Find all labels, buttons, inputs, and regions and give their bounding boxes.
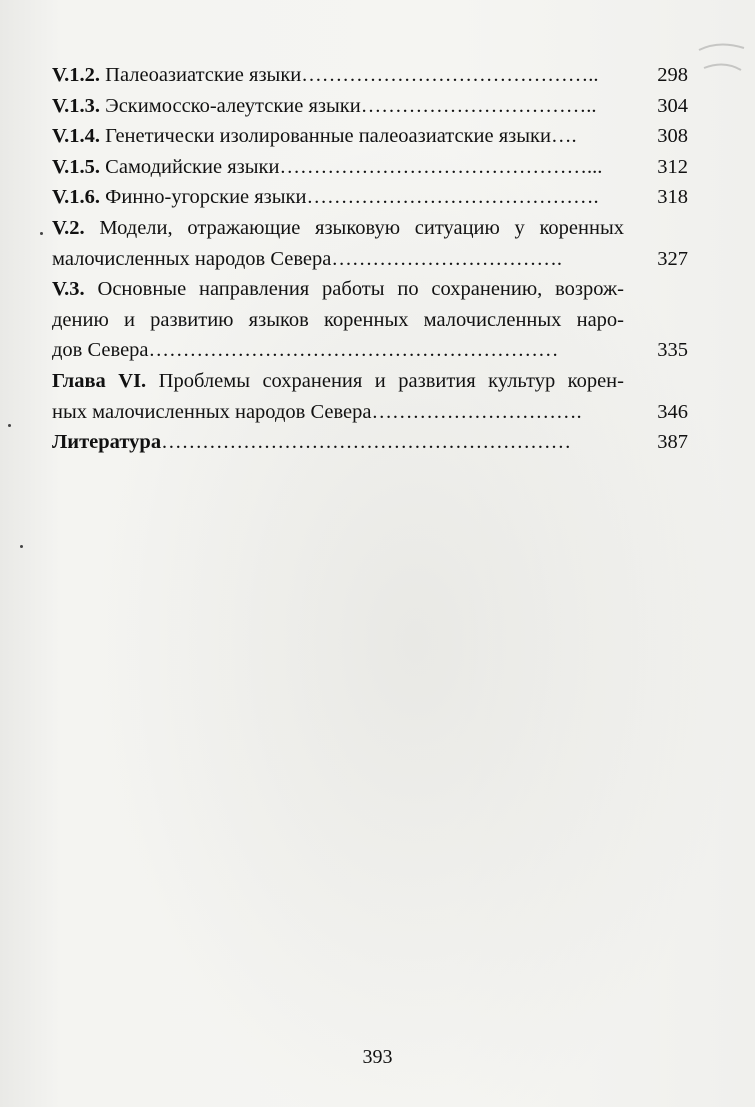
toc-entry-number: Глава VI. xyxy=(52,369,147,392)
toc-entry-title-part: Эскимосско-алеутские языки xyxy=(105,94,361,117)
toc-page-number: 318 xyxy=(657,186,688,209)
toc-entry-line xyxy=(52,305,624,336)
toc-entry-title xyxy=(52,244,331,275)
toc-entry-line xyxy=(52,274,624,305)
toc-entry-title-part: Генетически изолированные палеоазиатские языки xyxy=(105,125,551,148)
toc-entry-row xyxy=(52,121,688,152)
toc-entry-number: V.1.4. xyxy=(52,125,101,148)
toc-page-number: 298 xyxy=(657,64,688,86)
table-of-contents xyxy=(52,60,688,458)
toc-entry-title-part: Проблемы сохранения и развития культур корен- xyxy=(158,369,624,392)
toc-entry-row xyxy=(52,60,688,91)
toc-entry-row xyxy=(52,91,688,122)
toc-page-number: 346 xyxy=(657,400,688,423)
toc-entry-title-part: Основные направления работы по сохранению, возрож- xyxy=(97,278,625,301)
toc-dot-leader: …………………………………….. xyxy=(301,64,599,86)
toc-entry-title xyxy=(52,397,371,428)
toc-entry-lit xyxy=(52,427,688,458)
toc-entry-row xyxy=(52,152,688,183)
scan-speck xyxy=(20,545,23,548)
page-number: 393 xyxy=(362,1046,393,1068)
toc-entry-number: V.1.2. xyxy=(52,64,101,86)
toc-entry-title-part: ных малочисленных народов Севера xyxy=(52,400,372,423)
toc-entry-number: Литература xyxy=(52,431,162,454)
toc-entry-number: V.1.6. xyxy=(52,186,101,209)
toc-entry-title-part: Финно-угорские языки xyxy=(105,186,307,209)
toc-entry-title-part: малочисленных народов Севера xyxy=(52,247,332,270)
toc-entry-title xyxy=(52,121,551,152)
toc-page-number: 308 xyxy=(657,125,688,148)
toc-entry-title xyxy=(52,91,361,122)
toc-entry-title xyxy=(52,60,301,91)
toc-entry-number: V.3. xyxy=(52,278,85,301)
toc-dot-leader: …………………………….. xyxy=(360,94,597,117)
toc-entry-title xyxy=(52,427,161,458)
toc-entry-title-part: Палеоазиатские языки xyxy=(105,64,302,86)
toc-entry-title-part: Модели, отражающие языковую ситуацию у коренных xyxy=(99,216,624,239)
toc-entry-row xyxy=(52,397,688,428)
scan-speck xyxy=(8,424,11,427)
toc-entry-title xyxy=(52,335,149,366)
toc-dot-leader: …………………………………………………… xyxy=(148,339,559,362)
toc-entry-ch6 xyxy=(52,366,688,427)
toc-page-number: 312 xyxy=(657,155,688,178)
toc-entry-title xyxy=(52,182,307,213)
toc-entry-number: V.2. xyxy=(52,216,85,239)
toc-page-number: 387 xyxy=(657,431,688,454)
toc-dot-leader: ……………………………………. xyxy=(306,186,599,209)
toc-dot-leader: ……………………………. xyxy=(331,247,562,270)
toc-page-number: 304 xyxy=(657,94,688,117)
toc-entry-v3 xyxy=(52,274,688,366)
toc-dot-leader: …. xyxy=(550,125,577,148)
toc-entry-title-part: дов Севера xyxy=(52,339,149,362)
bleed-through-mark xyxy=(689,30,749,90)
toc-entry-number: V.1.5. xyxy=(52,155,101,178)
toc-entry-line xyxy=(52,366,624,397)
toc-entry-line xyxy=(52,213,624,244)
toc-entry-v15 xyxy=(52,152,688,183)
toc-entry-v14 xyxy=(52,121,688,152)
toc-entry-v2 xyxy=(52,213,688,274)
toc-entry-title-part: Самодийские языки xyxy=(105,155,280,178)
toc-dot-leader: …………………………………………………… xyxy=(161,431,572,454)
toc-entry-row xyxy=(52,335,688,366)
toc-entry-row xyxy=(52,244,688,275)
toc-entry-row xyxy=(52,182,688,213)
toc-dot-leader: …………………………. xyxy=(371,400,582,423)
toc-entry-number: V.1.3. xyxy=(52,94,101,117)
toc-entry-v12 xyxy=(52,60,688,91)
toc-entry-row xyxy=(52,427,688,458)
toc-entry-v16 xyxy=(52,182,688,213)
toc-entry-v13 xyxy=(52,91,688,122)
toc-entry-title xyxy=(52,152,279,183)
scan-speck xyxy=(40,232,43,235)
toc-dot-leader: ………………………………………... xyxy=(279,155,603,178)
toc-page-number: 335 xyxy=(657,339,688,362)
toc-entry-title-part: дению и развитию языков коренных малочисленных наро- xyxy=(52,308,624,331)
toc-page-number: 327 xyxy=(657,247,688,270)
